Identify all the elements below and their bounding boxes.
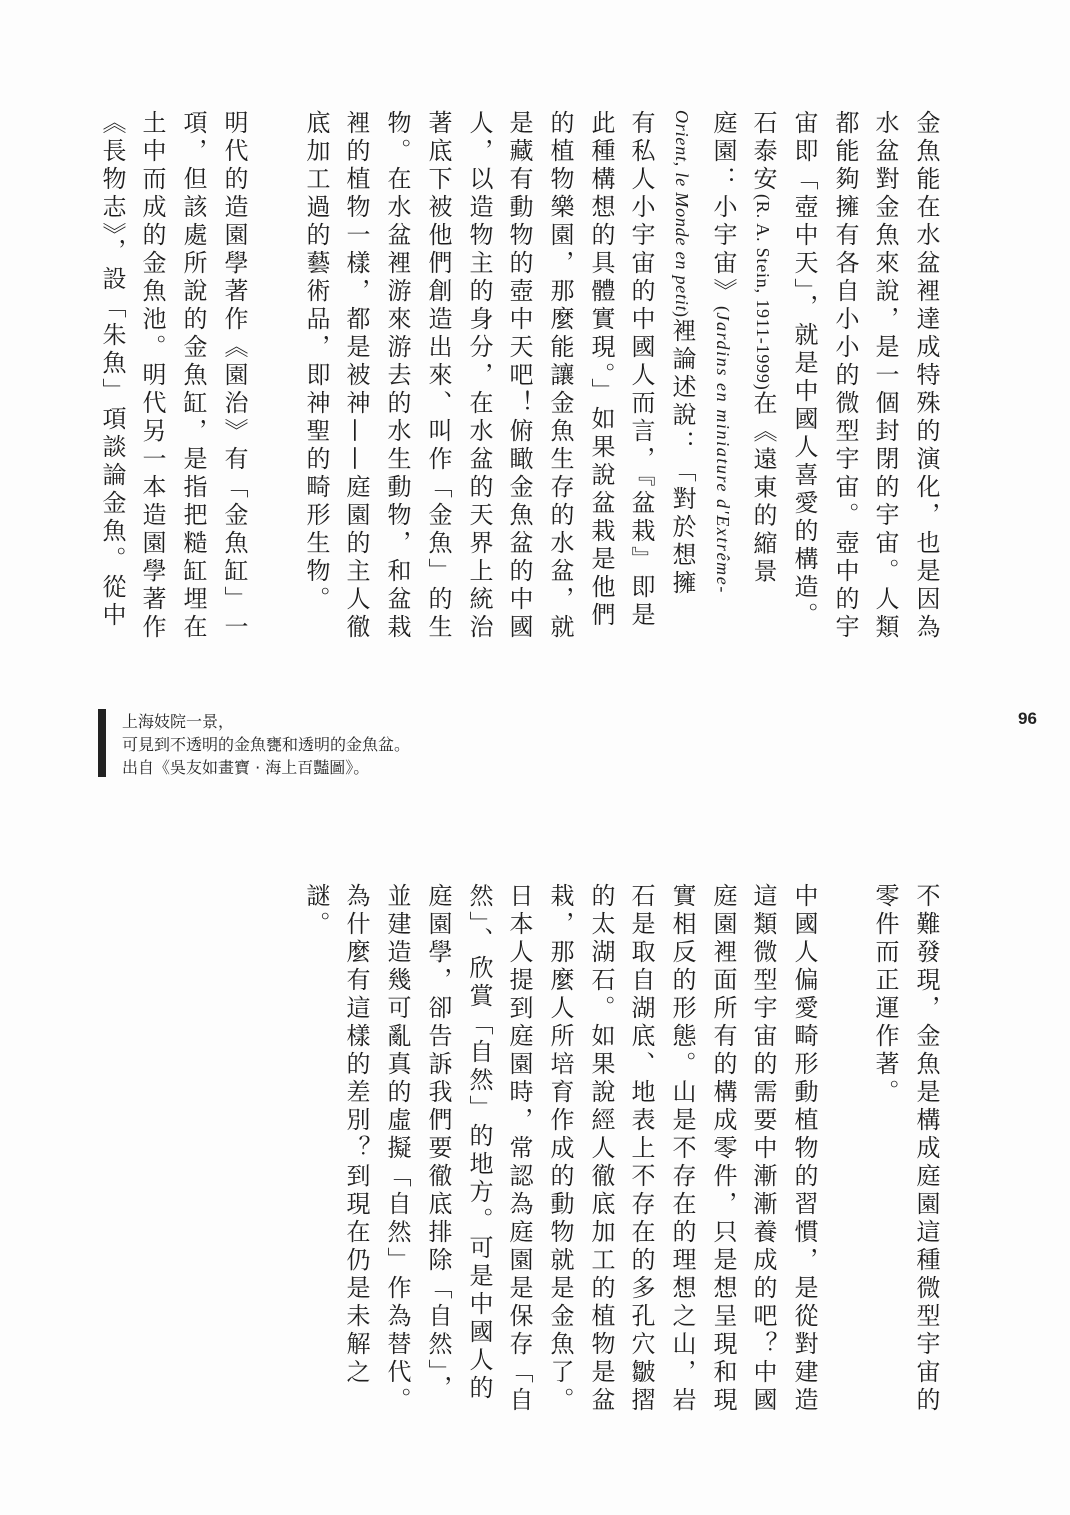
text-segment: 此種構想的具體實現。」如果說盆栽是他們: [587, 110, 615, 630]
text-column: [417, 883, 458, 1403]
text-column: [376, 110, 417, 642]
text-column: [498, 883, 539, 1415]
text-column: [783, 110, 824, 630]
text-column: [172, 110, 213, 642]
text-segment: 石是取自湖底、地表上不存在的多孔穴皺摺: [627, 883, 655, 1415]
text-segment: 明代的造園學著作《園治》有「金魚缸」一: [220, 110, 248, 642]
text-column: [539, 883, 580, 1415]
text-column: [620, 883, 661, 1415]
text-column: [213, 110, 254, 642]
text-segment: 都能夠擁有各自小小的微型宇宙。壺中的宇: [831, 110, 859, 642]
text-column: [458, 883, 499, 1403]
text-segment: 中國人偏愛畸形動植物的習慣，是從對建造: [790, 883, 818, 1415]
text-column: [498, 110, 539, 642]
latin-paren-segment: (: [713, 306, 733, 313]
page-number: 96: [1018, 709, 1037, 728]
text-column: [864, 110, 905, 642]
text-segment: 土中而成的金魚池。明代另一本造園學著作: [138, 110, 166, 642]
text-segment: 在《遠東的縮景: [749, 390, 777, 587]
text-segment: 的植物樂園，那麼能讓金魚生存的水盆，就: [546, 110, 574, 642]
text-column: [702, 883, 743, 1415]
text-column: [905, 883, 946, 1415]
text-segment: 並建造幾可亂真的虛擬「自然」作為替代。: [383, 883, 411, 1415]
text-column: [742, 110, 783, 630]
latin-paren-segment: ): [672, 311, 692, 318]
text-segment: 底加工過的藝術品，即神聖的畸形生物。: [302, 110, 330, 614]
text-segment: 實相反的形態。山是不存在的理想之山，岩: [668, 883, 696, 1415]
text-column: [783, 883, 824, 1415]
latin-title-segment: Jardins en miniature d'Extrême-: [713, 312, 733, 594]
text-column: [335, 110, 376, 642]
figure-caption: [98, 709, 410, 777]
text-column: [661, 883, 702, 1415]
latin-title-segment: Orient, le Monde en petit: [672, 110, 692, 312]
text-segment: 宙即「壺中天」，就是中國人喜愛的構造。: [790, 110, 818, 630]
text-segment: 石泰安: [749, 110, 777, 194]
text-column: [661, 110, 702, 630]
text-column: [580, 110, 621, 630]
text-segment: 然」、欣賞「自然」的地方。可是中國人的: [465, 883, 493, 1403]
text-column: [376, 883, 417, 1415]
caption-line: 可見到不透明的金魚甕和透明的金魚盆。: [122, 735, 411, 754]
text-column: [91, 110, 132, 630]
text-column: [620, 110, 661, 630]
text-column: [580, 883, 621, 1415]
caption-line: 上海妓院一景，: [122, 712, 235, 731]
text-segment: 零件而正運作著。: [871, 883, 899, 1107]
text-column: [335, 883, 376, 1403]
text-segment: 庭園：小宇宙》: [709, 110, 737, 306]
text-column: [295, 110, 336, 630]
text-segment: 為什麼有這樣的差別？到現在仍是未解之: [342, 883, 370, 1387]
text-column: [539, 110, 580, 642]
text-column: [702, 110, 743, 630]
text-column: [824, 110, 865, 642]
text-segment: 有私人小宇宙的中國人而言，『盆栽』即是: [627, 110, 655, 630]
text-segment: 裡的植物一樣，都是被神——庭園的主人徹: [342, 110, 370, 642]
text-segment: 金魚能在水盆裡達成特殊的演化，也是因為: [912, 110, 940, 642]
text-segment: 庭園裡面所有的構成零件，只是想呈現和現: [709, 883, 737, 1415]
text-column: [742, 883, 783, 1415]
text-segment: 不難發現，金魚是構成庭園這種微型宇宙的: [912, 883, 940, 1415]
text-segment: 庭園學，卻告訴我們要徹底排除「自然」，: [424, 883, 452, 1403]
text-segment: 物。在水盆裡游來游去的水生動物，和盆栽: [383, 110, 411, 642]
text-segment: 水盆對金魚來說，是一個封閉的宇宙。人類: [871, 110, 899, 642]
text-column: [458, 110, 499, 642]
text-segment: 的太湖石。如果說經人徹底加工的植物是盆: [587, 883, 615, 1415]
text-segment: 栽，那麼人所培育作成的動物就是金魚了。: [546, 883, 574, 1415]
text-column: [131, 110, 172, 642]
caption-text: [122, 710, 410, 779]
text-segment: 《長物志》，設「朱魚」項談論金魚。從中: [98, 110, 126, 630]
text-column: [905, 110, 946, 642]
text-segment: 人，以造物主的身分，在水盆的天界上統治: [465, 110, 493, 642]
text-column: [417, 110, 458, 642]
text-segment: 著底下被他們創造出來、叫作「金魚」的生: [424, 110, 452, 642]
text-segment: 謎。: [302, 883, 330, 939]
text-column: [295, 883, 336, 1403]
text-segment: 這類微型宇宙的需要中漸漸養成的吧？中國: [749, 883, 777, 1415]
text-segment: 項，但該處所說的金魚缸，是指把糙缸埋在: [179, 110, 207, 642]
text-column: [864, 883, 905, 1403]
latin-name-segment: (R. A. Stein, 1911-1999): [753, 194, 773, 391]
caption-bar-divider: [98, 709, 106, 777]
text-segment: 是藏有動物的壺中天吧！俯瞰金魚盆的中國: [505, 110, 533, 642]
caption-line: 出自《吳友如畫寶 · 海上百豔圖》。: [122, 758, 370, 777]
text-segment: 日本人提到庭園時，常認為庭園是保存「自: [505, 883, 533, 1415]
text-segment: 裡論述說：「對於想擁: [668, 317, 696, 598]
